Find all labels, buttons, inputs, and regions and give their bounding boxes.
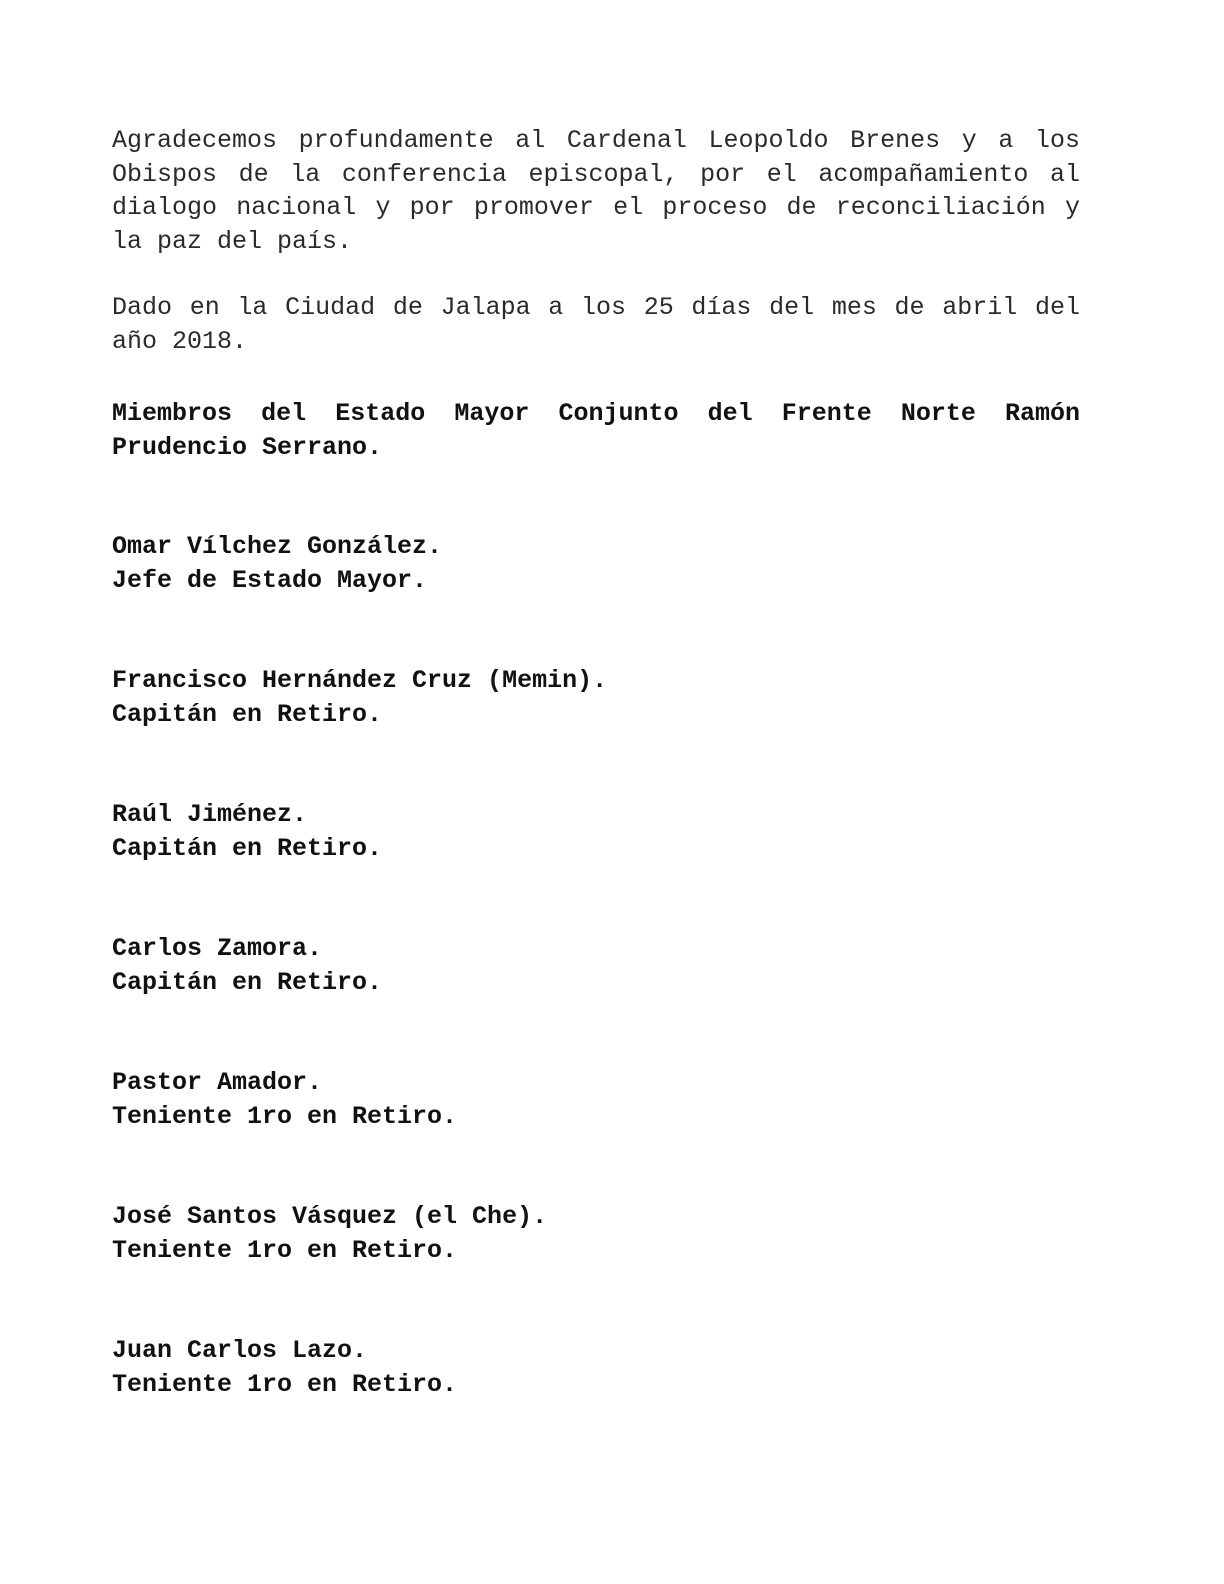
signatory-name: Juan Carlos Lazo. [112, 1336, 368, 1365]
signatory-name: Pastor Amador. [112, 1068, 323, 1097]
signatory [112, 932, 1080, 999]
signatory-name: Omar Vílchez González. [112, 532, 443, 561]
signatory-name: Raúl Jiménez. [112, 800, 308, 829]
members-heading: Miembros del Estado Mayor Conjunto del Frente Norte Ramón Prudencio Serrano. [112, 399, 1080, 462]
signatory-title: Teniente 1ro en Retiro. [112, 1235, 458, 1265]
gratitude-paragraph: Agradecemos profundamente al Cardenal Leopoldo Brenes y a los Obispos de la conferencia episcopal, por el acompañamiento al dialogo nacional y por promover el proceso de reconciliación y la paz del país. [112, 126, 1080, 256]
signatory [112, 664, 1080, 731]
signatory-title: Teniente 1ro en Retiro. [112, 1101, 458, 1131]
signatory-list [112, 530, 1080, 1401]
signatory [112, 1066, 1080, 1133]
signatory-name: José Santos Vásquez (el Che). [112, 1202, 548, 1231]
signatory-name: Francisco Hernández Cruz (Memin). [112, 666, 608, 695]
signatory-title: Capitán en Retiro. [112, 967, 383, 997]
signatory-title: Capitán en Retiro. [112, 833, 383, 863]
date-paragraph: Dado en la Ciudad de Jalapa a los 25 días del mes de abril del año 2018. [112, 293, 1080, 356]
signatory [112, 798, 1080, 865]
document-page [112, 124, 1080, 1468]
signatory [112, 1334, 1080, 1401]
signatory-title: Teniente 1ro en Retiro. [112, 1369, 458, 1399]
signatory [112, 1200, 1080, 1267]
signatory-name: Carlos Zamora. [112, 934, 323, 963]
signatory-title: Capitán en Retiro. [112, 699, 383, 729]
signatory-title: Jefe de Estado Mayor. [112, 565, 428, 595]
signatory [112, 530, 1080, 597]
